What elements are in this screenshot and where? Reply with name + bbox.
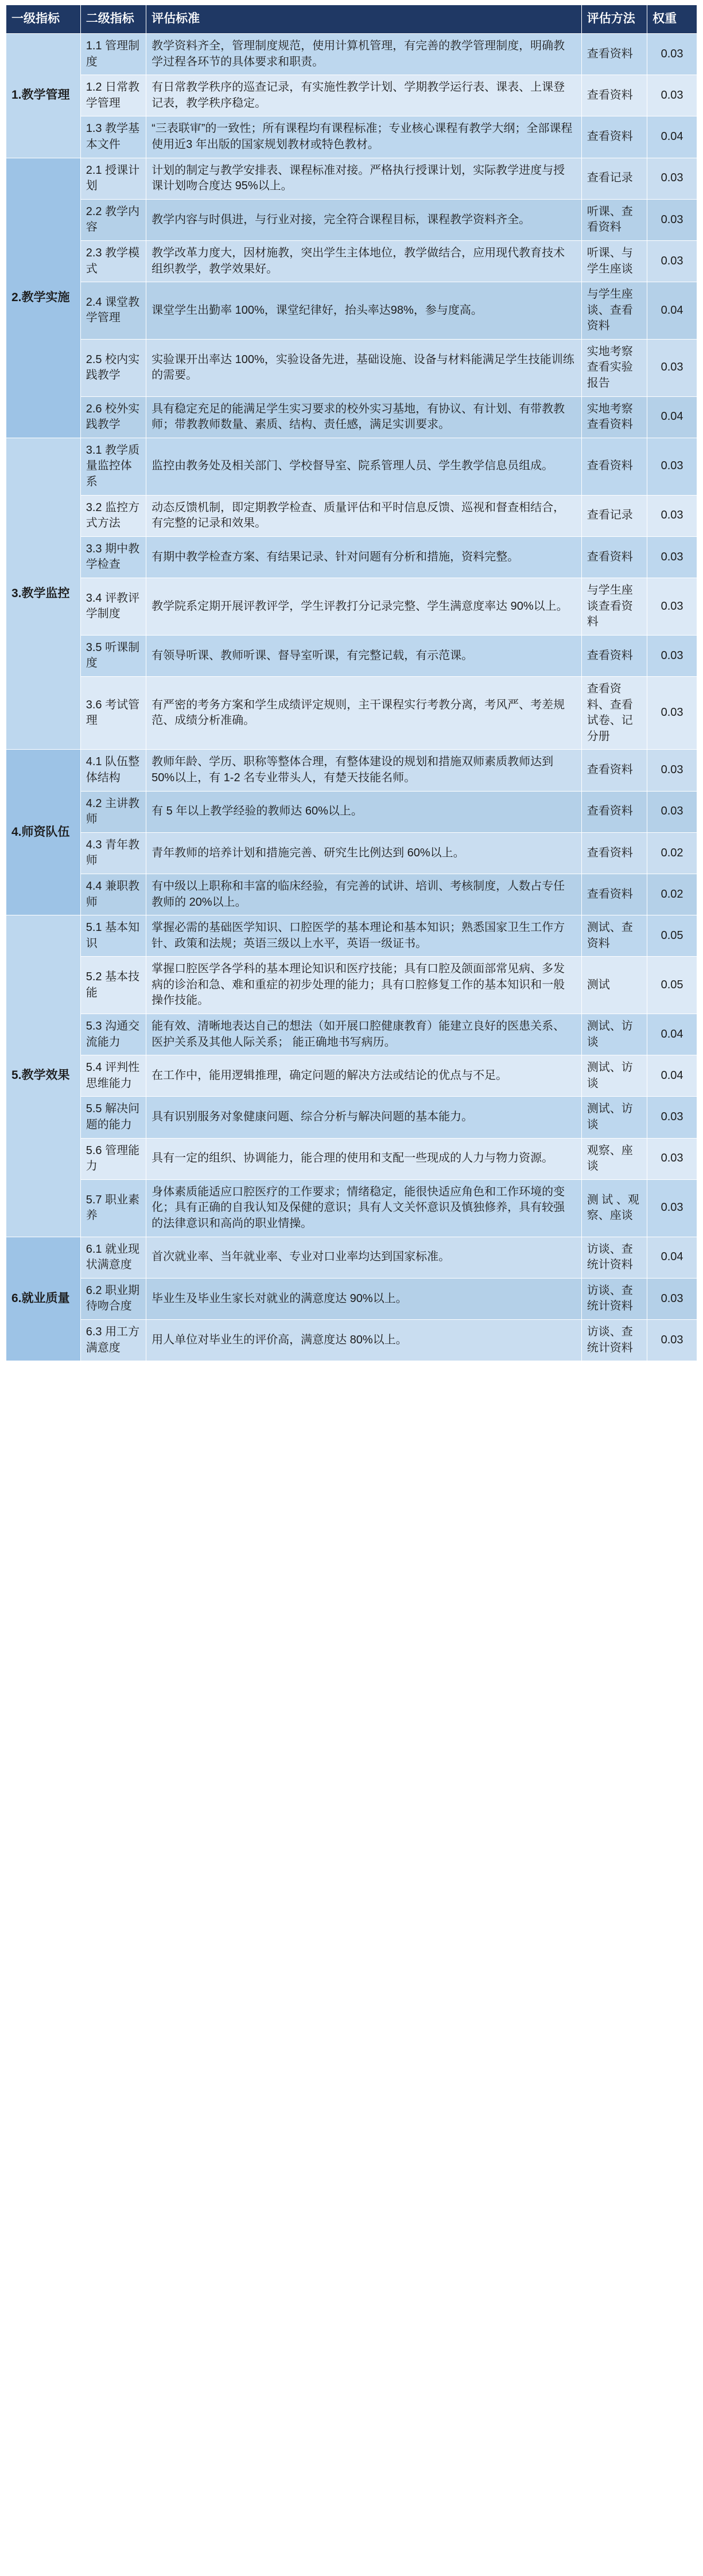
- level2-indicator-cell: 5.2 基本技能: [80, 957, 146, 1014]
- level1-indicator-cell: 1.教学管理: [6, 33, 81, 158]
- table-row: [6, 396, 697, 438]
- method-cell: 查看资料: [581, 874, 647, 915]
- criteria-cell: 身体素质能适应口腔医疗的工作要求；情绪稳定，能很快适应角色和工作环境的变化；具有正确的自我认知及保健的意识；具有人文关怀意识及慎独修养，具有较强的法律意识和高尚的职业情操。: [146, 1179, 582, 1237]
- evaluation-table: [6, 5, 697, 1361]
- level2-indicator-cell: 5.6 管理能力: [80, 1138, 146, 1179]
- weight-cell: 0.03: [647, 75, 697, 116]
- table-row: [6, 438, 697, 495]
- level2-indicator-cell: 6.2 职业期待吻合度: [80, 1278, 146, 1319]
- weight-cell: 0.03: [647, 750, 697, 791]
- criteria-cell: 掌握必需的基础医学知识、口腔医学的基本理论和基本知识；熟悉国家卫生工作方针、政策和法规；英语三级以上水平，英语一级证书。: [146, 915, 582, 957]
- table-row: [6, 116, 697, 158]
- weight-cell: 0.04: [647, 116, 697, 158]
- weight-cell: 0.03: [647, 33, 697, 75]
- method-cell: 听课、与学生座谈: [581, 240, 647, 282]
- level2-indicator-cell: 6.3 用工方满意度: [80, 1319, 146, 1361]
- method-cell: 访谈、查统计资料: [581, 1319, 647, 1361]
- criteria-cell: 计划的制定与教学安排表、课程标准对接。严格执行授课计划，实际教学进度与授课计划吻合度达 95%以上。: [146, 158, 582, 199]
- level1-indicator-cell: 5.教学效果: [6, 915, 81, 1237]
- level2-indicator-cell: 3.3 期中教学检查: [80, 536, 146, 578]
- level2-indicator-cell: 5.7 职业素养: [80, 1179, 146, 1237]
- weight-cell: 0.04: [647, 396, 697, 438]
- table-row: [6, 282, 697, 340]
- table-row: [6, 578, 697, 636]
- criteria-cell: 教学资料齐全，管理制度规范，使用计算机管理，有完善的教学管理制度，明确教学过程各环节的具体要求和职责。: [146, 33, 582, 75]
- table-row: [6, 158, 697, 199]
- table-row: [6, 339, 697, 396]
- weight-cell: 0.03: [647, 240, 697, 282]
- weight-cell: 0.03: [647, 676, 697, 749]
- weight-cell: 0.04: [647, 1055, 697, 1097]
- weight-cell: 0.03: [647, 438, 697, 495]
- level2-indicator-cell: 4.3 青年教师: [80, 832, 146, 874]
- level2-indicator-cell: 5.5 解决问题的能力: [80, 1097, 146, 1138]
- level2-indicator-cell: 1.2 日常教学管理: [80, 75, 146, 116]
- criteria-cell: 有领导听课、教师听课、督导室听课，有完整记载，有示范课。: [146, 635, 582, 676]
- criteria-cell: 具有稳定充足的能满足学生实习要求的校外实习基地，有协议、有计划、有带教教师；带教教师数量、素质、结构、责任感，满足实训要求。: [146, 396, 582, 438]
- table-row: [6, 199, 697, 240]
- table-row: [6, 1278, 697, 1319]
- method-cell: 查看记录: [581, 158, 647, 199]
- weight-cell: 0.02: [647, 832, 697, 874]
- weight-cell: 0.03: [647, 199, 697, 240]
- level2-indicator-cell: 5.3 沟通交流能力: [80, 1014, 146, 1055]
- criteria-cell: 掌握口腔医学各学科的基本理论知识和医疗技能；具有口腔及颌面部常见病、多发病的诊治和急、难和重症的初步处理的能力；具有口腔修复工作的基本知识和一般操作技能。: [146, 957, 582, 1014]
- level2-indicator-cell: 3.2 监控方式方法: [80, 495, 146, 536]
- weight-cell: 0.03: [647, 1097, 697, 1138]
- criteria-cell: 教学内容与时俱进，与行业对接，完全符合课程目标，课程教学资料齐全。: [146, 199, 582, 240]
- method-cell: 查看记录: [581, 495, 647, 536]
- level2-indicator-cell: 5.4 评判性思维能力: [80, 1055, 146, 1097]
- method-cell: 听课、查看资料: [581, 199, 647, 240]
- criteria-cell: 有中级以上职称和丰富的临床经验，有完善的试讲、培训、考核制度，人数占专任教师的 20%以上。: [146, 874, 582, 915]
- criteria-cell: 有日常教学秩序的巡查记录，有实施性教学计划、学期教学运行表、课表、上课登记表，教学秩序稳定。: [146, 75, 582, 116]
- weight-cell: 0.03: [647, 158, 697, 199]
- weight-cell: 0.04: [647, 1237, 697, 1278]
- level2-indicator-cell: 2.1 授课计划: [80, 158, 146, 199]
- criteria-cell: “三表联审”的一致性；所有课程均有课程标准；专业核心课程有教学大纲；全部课程使用近3 年出版的国家规划教材或特色教材。: [146, 116, 582, 158]
- criteria-cell: 有期中教学检查方案、有结果记录、针对问题有分析和措施，资料完整。: [146, 536, 582, 578]
- weight-cell: 0.03: [647, 495, 697, 536]
- method-cell: 查看资料、查看试卷、记分册: [581, 676, 647, 749]
- criteria-cell: 动态反馈机制，即定期教学检查、质量评估和平时信息反馈、巡视和督查相结合，有完整的记录和效果。: [146, 495, 582, 536]
- table-row: [6, 536, 697, 578]
- criteria-cell: 青年教师的培养计划和措施完善、研究生比例达到 60%以上。: [146, 832, 582, 874]
- criteria-cell: 教学改革力度大，因材施教，突出学生主体地位，教学做结合，应用现代教育技术组织教学，教学效果好。: [146, 240, 582, 282]
- table-row: [6, 240, 697, 282]
- criteria-cell: 首次就业率、当年就业率、专业对口业率均达到国家标准。: [146, 1237, 582, 1278]
- weight-cell: 0.03: [647, 1138, 697, 1179]
- weight-cell: 0.05: [647, 957, 697, 1014]
- method-cell: 与学生座谈、查看资料: [581, 282, 647, 340]
- level1-indicator-cell: 4.师资队伍: [6, 750, 81, 915]
- level2-indicator-cell: 2.5 校内实践教学: [80, 339, 146, 396]
- method-cell: 查看资料: [581, 635, 647, 676]
- table-row: [6, 33, 697, 75]
- criteria-cell: 具有一定的组织、协调能力，能合理的使用和支配一些现成的人力与物力资源。: [146, 1138, 582, 1179]
- level2-indicator-cell: 3.1 教学质量监控体系: [80, 438, 146, 495]
- criteria-cell: 在工作中，能用逻辑推理，确定问题的解决方法或结论的优点与不足。: [146, 1055, 582, 1097]
- table-row: [6, 1055, 697, 1097]
- method-cell: 访谈、查统计资料: [581, 1237, 647, 1278]
- method-cell: 测试、访谈: [581, 1055, 647, 1097]
- method-cell: 测试、访谈: [581, 1097, 647, 1138]
- table-row: [6, 75, 697, 116]
- method-cell: 查看资料: [581, 750, 647, 791]
- level2-indicator-cell: 3.4 评教评学制度: [80, 578, 146, 636]
- table-row: [6, 635, 697, 676]
- level2-indicator-cell: 4.2 主讲教师: [80, 791, 146, 832]
- weight-cell: 0.04: [647, 1014, 697, 1055]
- header-criteria: 评估标准: [146, 5, 582, 34]
- level1-indicator-cell: 3.教学监控: [6, 438, 81, 750]
- method-cell: 测试: [581, 957, 647, 1014]
- method-cell: 查看资料: [581, 75, 647, 116]
- table-body: [6, 33, 697, 1361]
- method-cell: 测试、访谈: [581, 1014, 647, 1055]
- method-cell: 查看资料: [581, 33, 647, 75]
- method-cell: 观察、座谈: [581, 1138, 647, 1179]
- table-row: [6, 1319, 697, 1361]
- method-cell: 实地考察查看资料: [581, 396, 647, 438]
- method-cell: 测试、查资料: [581, 915, 647, 957]
- criteria-cell: 有 5 年以上教学经验的教师达 60%以上。: [146, 791, 582, 832]
- header-method: 评估方法: [581, 5, 647, 34]
- criteria-cell: 监控由教务处及相关部门、学校督导室、院系管理人员、学生教学信息员组成。: [146, 438, 582, 495]
- level2-indicator-cell: 1.3 教学基本文件: [80, 116, 146, 158]
- weight-cell: 0.02: [647, 874, 697, 915]
- method-cell: 查看资料: [581, 832, 647, 874]
- method-cell: 与学生座谈查看资料: [581, 578, 647, 636]
- header-weight: 权重: [647, 5, 697, 34]
- table-row: [6, 676, 697, 749]
- table-row: [6, 1179, 697, 1237]
- level2-indicator-cell: 3.5 听课制度: [80, 635, 146, 676]
- weight-cell: 0.03: [647, 339, 697, 396]
- method-cell: 查看资料: [581, 438, 647, 495]
- table-row: [6, 957, 697, 1014]
- weight-cell: 0.05: [647, 915, 697, 957]
- weight-cell: 0.03: [647, 1179, 697, 1237]
- criteria-cell: 教学院系定期开展评教评学，学生评教打分记录完整、学生满意度率达 90%以上。: [146, 578, 582, 636]
- weight-cell: 0.03: [647, 1278, 697, 1319]
- table-row: [6, 495, 697, 536]
- level2-indicator-cell: 4.4 兼职教师: [80, 874, 146, 915]
- level2-indicator-cell: 5.1 基本知识: [80, 915, 146, 957]
- level1-indicator-cell: 6.就业质量: [6, 1237, 81, 1361]
- weight-cell: 0.03: [647, 791, 697, 832]
- criteria-cell: 能有效、清晰地表达自己的想法（如开展口腔健康教育）能建立良好的医患关系、医护关系及其他人际关系； 能正确地书写病历。: [146, 1014, 582, 1055]
- level2-indicator-cell: 2.6 校外实践教学: [80, 396, 146, 438]
- level1-indicator-cell: 2.教学实施: [6, 158, 81, 438]
- level2-indicator-cell: 3.6 考试管理: [80, 676, 146, 749]
- table-header: [6, 5, 697, 34]
- method-cell: 访谈、查统计资料: [581, 1278, 647, 1319]
- table-row: [6, 750, 697, 791]
- method-cell: 查看资料: [581, 791, 647, 832]
- level2-indicator-cell: 2.3 教学模式: [80, 240, 146, 282]
- criteria-cell: 毕业生及毕业生家长对就业的满意度达 90%以上。: [146, 1278, 582, 1319]
- method-cell: 测 试 、观察、座谈: [581, 1179, 647, 1237]
- table-row: [6, 832, 697, 874]
- level2-indicator-cell: 2.2 教学内容: [80, 199, 146, 240]
- table-row: [6, 791, 697, 832]
- method-cell: 实地考察查看实验报告: [581, 339, 647, 396]
- header-level2: 二级指标: [80, 5, 146, 34]
- method-cell: 查看资料: [581, 116, 647, 158]
- weight-cell: 0.04: [647, 282, 697, 340]
- table-row: [6, 915, 697, 957]
- header-row: [6, 5, 697, 34]
- level2-indicator-cell: 4.1 队伍整体结构: [80, 750, 146, 791]
- criteria-cell: 具有识别服务对象健康问题、综合分析与解决问题的基本能力。: [146, 1097, 582, 1138]
- level2-indicator-cell: 6.1 就业现状满意度: [80, 1237, 146, 1278]
- weight-cell: 0.03: [647, 1319, 697, 1361]
- weight-cell: 0.03: [647, 536, 697, 578]
- header-level1: 一级指标: [6, 5, 81, 34]
- table-row: [6, 1097, 697, 1138]
- level2-indicator-cell: 2.4 课堂教学管理: [80, 282, 146, 340]
- criteria-cell: 实验课开出率达 100%，实验设备先进，基础设施、设备与材料能满足学生技能训练的需要。: [146, 339, 582, 396]
- criteria-cell: 课堂学生出勤率 100%，课堂纪律好，抬头率达98%，参与度高。: [146, 282, 582, 340]
- level2-indicator-cell: 1.1 管理制度: [80, 33, 146, 75]
- criteria-cell: 用人单位对毕业生的评价高，满意度达 80%以上。: [146, 1319, 582, 1361]
- table-row: [6, 1237, 697, 1278]
- method-cell: 查看资料: [581, 536, 647, 578]
- table-row: [6, 874, 697, 915]
- table-row: [6, 1138, 697, 1179]
- weight-cell: 0.03: [647, 635, 697, 676]
- criteria-cell: 有严密的考务方案和学生成绩评定规则，主干课程实行考教分离，考风严、考差规范、成绩分析准确。: [146, 676, 582, 749]
- criteria-cell: 教师年龄、学历、职称等整体合理，有整体建设的规划和措施双师素质教师达到 50%以上，有 1-2 名专业带头人，有楚天技能名师。: [146, 750, 582, 791]
- table-row: [6, 1014, 697, 1055]
- weight-cell: 0.03: [647, 578, 697, 636]
